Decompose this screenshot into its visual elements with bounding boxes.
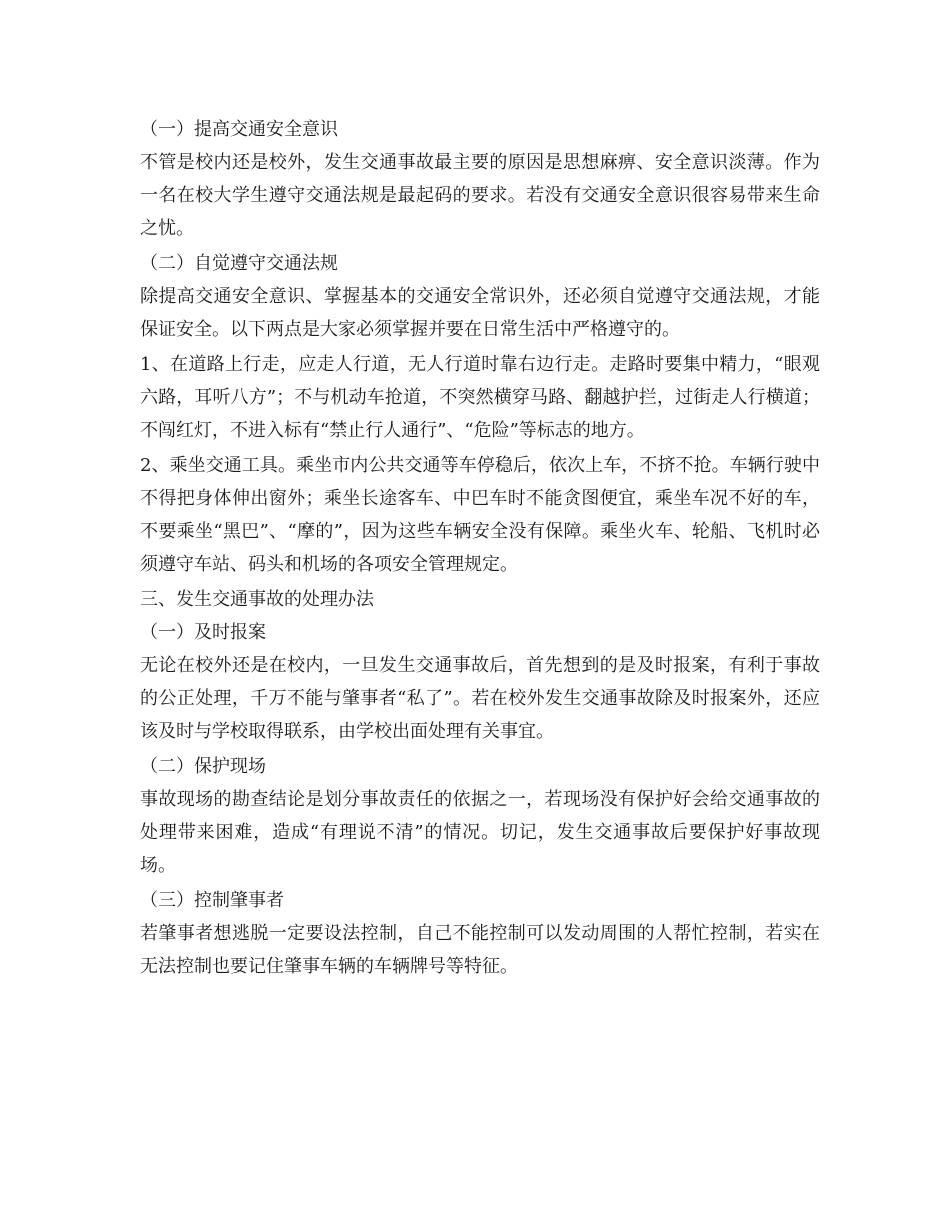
paragraph-awareness: 不管是校内还是校外，发生交通事故最主要的原因是思想麻痹、安全意识淡薄。作为一名在校大学生遵守交通法规是最起码的要求。若没有交通安全意识很容易带来生命之忧。 (140, 152, 820, 239)
paragraph-transport-rules: 2、乘坐交通工具。乘坐市内公共交通等车停稳后，依次上车，不挤不抢。车辆行驶中不得把身体伸出窗外；乘坐长途客车、中巴车时不能贪图便宜，乘坐车况不好的车，不要乘坐“黑巴”、“摩的”，因为这些车辆安全没有保障。乘坐火车、轮船、飞机时必须遵守车站、码头和机场的各项安全管理规定。 (140, 455, 820, 575)
paragraph-obey-rules: 除提高交通安全意识、掌握基本的交通安全常识外，还必须自觉遵守交通法规，才能保证安全。以下两点是大家必须掌握并要在日常生活中严格遵守的。 (140, 286, 820, 340)
document-body (140, 113, 820, 985)
paragraph-report: 无论在校外还是在校内，一旦发生交通事故后，首先想到的是及时报案，有利于事故的公正处理，千万不能与肇事者“私了”。若在校外发生交通事故除及时报案外，还应该及时与学校取得联系，由学校出面处理有关事宜。 (140, 655, 820, 742)
paragraph-protect-scene: 事故现场的勘查结论是划分事故责任的依据之一，若现场没有保护好会给交通事故的处理带来困难，造成“有理说不清”的情况。切记，发生交通事故后要保护好事故现场。 (140, 789, 820, 876)
section-heading-control-offender: （三）控制肇事者 (140, 890, 284, 911)
section-heading-accident-handling: 三、发生交通事故的处理办法 (140, 589, 374, 610)
section-heading-obey-rules: （二）自觉遵守交通法规 (140, 253, 338, 274)
section-heading-raise-awareness: （一）提高交通安全意识 (140, 119, 338, 140)
section-heading-protect-scene: （二）保护现场 (140, 756, 266, 777)
paragraph-control-offender: 若肇事者想逃脱一定要设法控制，自己不能控制可以发动周围的人帮忙控制，若实在无法控制也要记住肇事车辆的车辆牌号等特征。 (140, 923, 820, 977)
paragraph-walking-rules: 1、在道路上行走，应走人行道，无人行道时靠右边行走。走路时要集中精力，“眼观六路，耳听八方”；不与机动车抢道，不突然横穿马路、翻越护拦，过街走人行横道；不闯红灯，不进入标有“禁止行人通行”、“危险”等标志的地方。 (140, 354, 820, 441)
section-heading-report: （一）及时报案 (140, 622, 266, 643)
